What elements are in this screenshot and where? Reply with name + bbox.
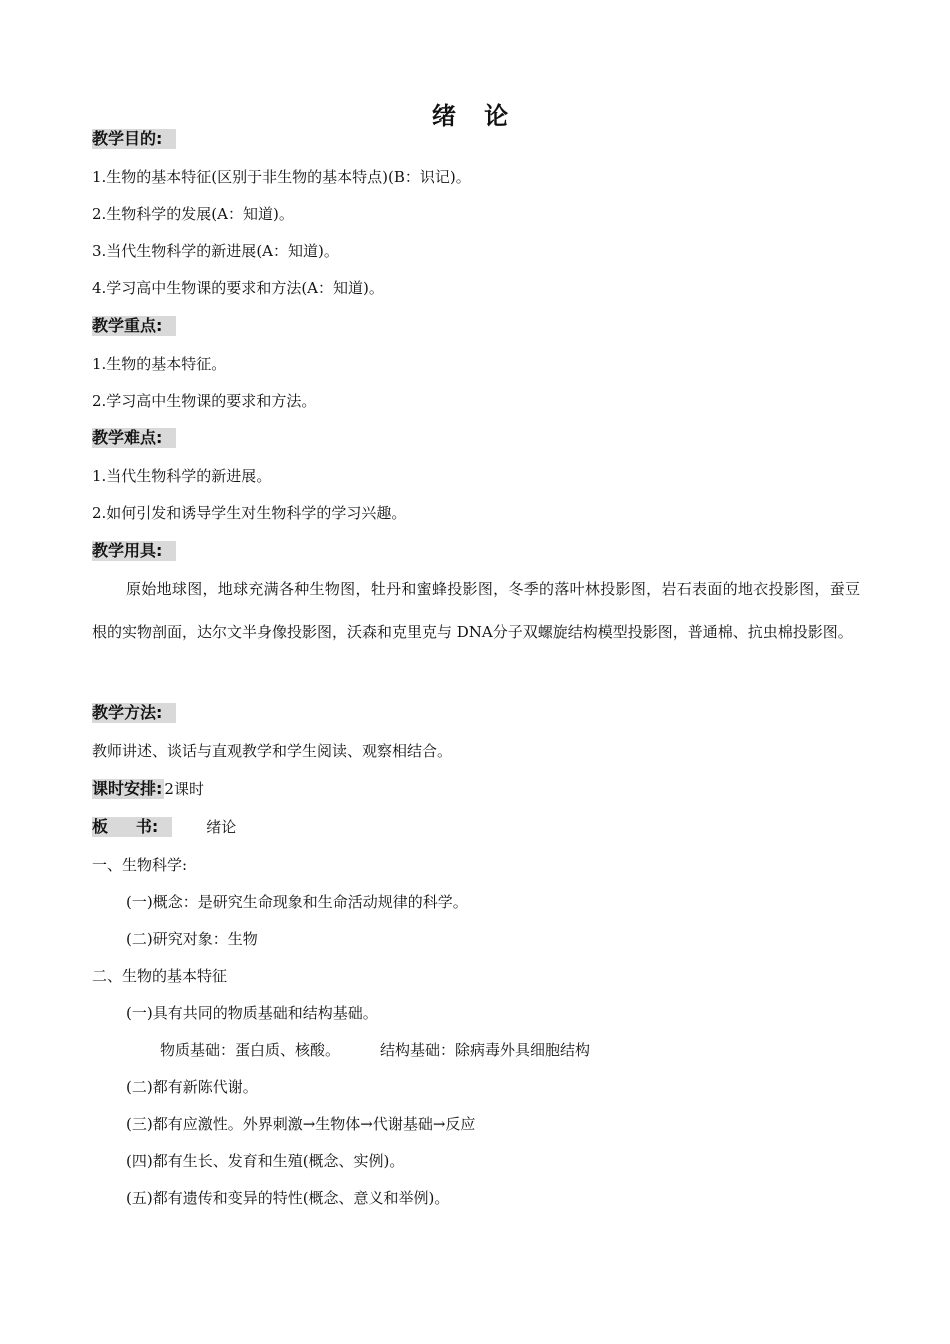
methods-heading-row [92, 703, 176, 723]
difficulty-item: 1.当代生物科学的新进展。 [92, 467, 272, 485]
outline-part2-item4: (四)都有生长、发育和生殖(概念、实例)。 [126, 1152, 405, 1170]
outline-part2-item1: (一)具有共同的物质基础和结构基础。 [126, 1004, 378, 1022]
difficulties-heading-row [92, 428, 176, 448]
schedule-row [92, 779, 204, 799]
methods-heading: 教学方法: [92, 703, 176, 723]
objectives-heading: 教学目的: [92, 129, 176, 149]
schedule-value: 2课时 [164, 780, 204, 798]
outline-part1-object: (二)研究对象：生物 [126, 930, 258, 948]
key-point-item: 2.学习高中生物课的要求和方法。 [92, 392, 317, 410]
material-basis-text: 物质基础：蛋白质、核酸。 [160, 1041, 341, 1059]
tools-heading-row [92, 541, 176, 561]
key-points-heading-row [92, 316, 176, 336]
outline-part2-item2: (二)都有新陈代谢。 [126, 1078, 258, 1096]
tools-heading: 教学用具: [92, 541, 176, 561]
board-value: 绪论 [206, 818, 237, 836]
outline-part2-item5: (五)都有遗传和变异的特性(概念、意义和举例)。 [126, 1189, 450, 1207]
key-points-heading: 教学重点: [92, 316, 176, 336]
objective-item: 3.当代生物科学的新进展(A：知道)。 [92, 242, 339, 260]
objectives-heading-row [92, 129, 176, 149]
outline-part2-item3: (三)都有应激性。外界刺激→生物体→代谢基础→反应 [126, 1115, 476, 1133]
tools-paragraph: 原始地球图，地球充满各种生物图，牡丹和蜜蜂投影图，冬季的落叶林投影图，岩石表面的地衣投影图，蚕豆根的实物剖面，达尔文半身像投影图，沃森和克里克与 DNA分子双螺旋结构模型投影图，普通棉、抗虫棉投影图。 [92, 580, 860, 641]
outline-part1-title: 一、生物科学: [92, 856, 188, 874]
page-title: 绪 论 [431, 102, 519, 130]
board-heading: 板 书: [92, 817, 172, 837]
objective-item: 2.生物科学的发展(A：知道)。 [92, 205, 294, 223]
outline-part2-title: 二、生物的基本特征 [92, 967, 228, 985]
outline-part2-item1-detail [160, 1040, 590, 1060]
objective-item: 1.生物的基本特征(区别于非生物的基本特点)(B：识记)。 [92, 168, 471, 186]
key-point-item: 1.生物的基本特征。 [92, 355, 227, 373]
outline-part1-concept: (一)概念：是研究生命现象和生命活动规律的科学。 [126, 893, 468, 911]
difficulty-item: 2.如何引发和诱导学生对生物科学的学习兴趣。 [92, 504, 407, 522]
difficulties-heading: 教学难点: [92, 428, 176, 448]
structure-basis-text: 结构基础：除病毒外具细胞结构 [380, 1041, 591, 1059]
board-row [92, 817, 236, 837]
objective-item: 4.学习高中生物课的要求和方法(A：知道)。 [92, 279, 384, 297]
methods-text: 教师讲述、谈话与直观教学和学生阅读、观察相结合。 [92, 742, 453, 760]
schedule-heading: 课时安排: [92, 779, 163, 798]
